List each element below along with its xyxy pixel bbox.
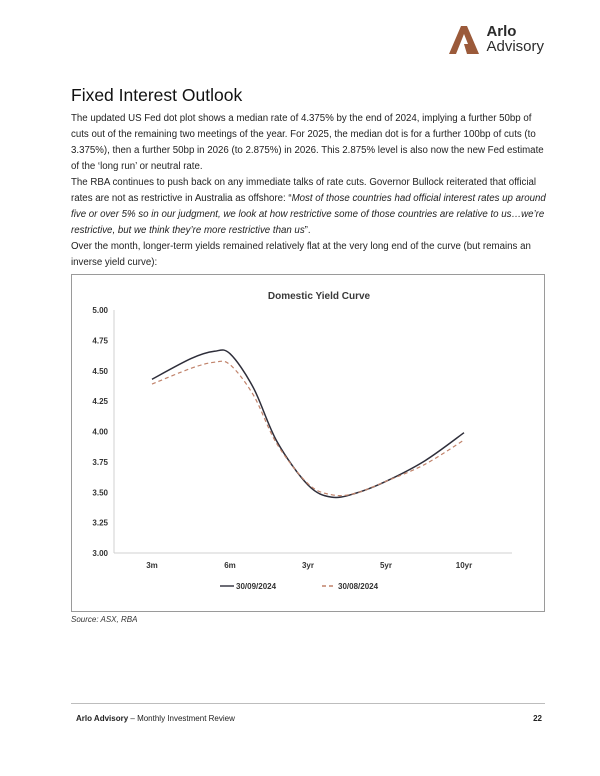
paragraph-yields: Over the month, longer-term yields remained relatively flat at the very long end of the curve (but remains an inverse yield curve): bbox=[71, 241, 531, 268]
y-tick-label: 4.00 bbox=[92, 427, 108, 437]
paragraph-rba-end: ”. bbox=[304, 225, 311, 236]
y-tick-label: 3.75 bbox=[92, 457, 108, 467]
y-tick-label: 3.25 bbox=[92, 518, 108, 528]
paragraph-rba bbox=[71, 175, 547, 239]
x-tick-label: 3yr bbox=[301, 561, 315, 570]
brand-name-line2: Advisory bbox=[486, 38, 544, 55]
brand-logo bbox=[446, 22, 544, 56]
legend-label-0: 30/09/2024 bbox=[236, 582, 277, 591]
x-tick-label: 6m bbox=[224, 561, 236, 570]
legend-label-1: 30/08/2024 bbox=[338, 582, 379, 591]
page-title: Fixed Interest Outlook bbox=[71, 85, 243, 105]
x-tick-label: 5yr bbox=[379, 561, 393, 570]
chart-title: Domestic Yield Curve bbox=[267, 291, 371, 302]
y-tick-label: 4.50 bbox=[92, 366, 108, 376]
y-tick-label: 4.75 bbox=[92, 336, 108, 346]
arlo-logo-icon bbox=[446, 22, 482, 56]
footer-divider bbox=[71, 703, 545, 704]
series-line-0 bbox=[152, 350, 464, 498]
series-line-1 bbox=[152, 361, 464, 495]
x-tick-label: 3m bbox=[146, 561, 158, 570]
brand-name-line1: Arlo bbox=[486, 23, 517, 40]
yield-curve-svg bbox=[72, 275, 544, 611]
y-tick-label: 3.50 bbox=[92, 488, 108, 498]
page-number: 22 bbox=[533, 714, 542, 723]
paragraph-fed-dot-plot: The updated US Fed dot plot shows a median rate of 4.375% by the end of 2024, implying a further 50bp of cuts out of the remaining two meetings of the year. For 2025, the median dot is for a further 100bp of cuts (to 3.375%), then a further 50bp in 2026 (to 2.875%) in 2026. This 2.875% level is also now the new Fed estimate of the ‘long run’ or neutral rate. bbox=[71, 113, 544, 172]
footer-title: – Monthly Investment Review bbox=[128, 714, 235, 723]
y-tick-label: 4.25 bbox=[92, 397, 108, 407]
y-tick-label: 5.00 bbox=[92, 306, 108, 315]
source-note: Source: ASX, RBA bbox=[71, 615, 138, 624]
yield-curve-chart bbox=[71, 274, 545, 612]
x-tick-label: 10yr bbox=[455, 561, 473, 570]
y-tick-label: 3.00 bbox=[92, 549, 108, 558]
footer-brand: Arlo Advisory bbox=[76, 714, 129, 723]
paragraph-rba-lead: The RBA continues to push back on any immediate talks of rate cuts. Governor Bullock reiterated that official rates are not as restrictive in Australia as offshore: “ bbox=[71, 177, 537, 204]
paragraph-rba-quote: Most of those countries had official interest rates up around five or over 5% so in our judgment, we look at how restrictive some of those countries are relative to us…we’re restrictive, but we think they’re more restrictive than us bbox=[71, 193, 546, 236]
footer-publication bbox=[76, 714, 235, 723]
